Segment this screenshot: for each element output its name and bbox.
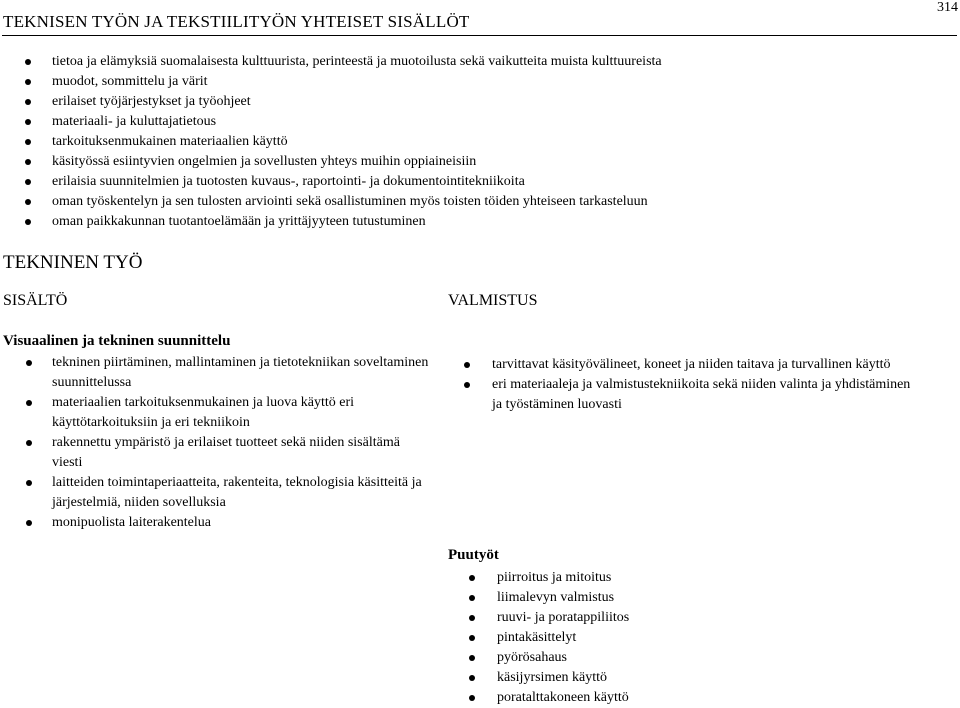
list-item-text: erilaisia suunnitelmien ja tuotosten kuvaus-, raportointi- ja dokumentointitekniikoita — [52, 174, 525, 189]
list-item — [52, 172, 952, 192]
list-item-text: eri materiaaleja ja valmistustekniikoita sekä niiden valinta ja yhdistäminen ja työstäminen luovasti — [492, 377, 911, 412]
list-item-text: käsijyrsimen käyttö — [497, 670, 608, 685]
list-item — [52, 72, 952, 92]
list-item — [497, 668, 797, 688]
bullet-icon — [25, 159, 31, 165]
column-heading-content: SISÄLTÖ — [3, 292, 68, 309]
list-item — [492, 355, 912, 375]
bullet-icon — [469, 695, 475, 701]
header-rule — [2, 35, 957, 36]
bullet-icon — [25, 219, 31, 225]
column-heading-production: VALMISTUS — [448, 292, 538, 309]
list-item — [497, 568, 797, 588]
bullet-icon — [469, 675, 475, 681]
list-item — [497, 688, 797, 708]
bullet-icon — [464, 382, 470, 388]
list-item — [492, 375, 912, 415]
list-item — [52, 353, 432, 393]
bullet-icon — [469, 575, 475, 581]
list-item-text: tarkoituksenmukainen materiaalien käyttö — [52, 134, 288, 149]
list-item-text: tekninen piirtäminen, mallintaminen ja tietotekniikan soveltaminen suunnittelussa — [52, 355, 429, 390]
list-item-text: poratalttakoneen käyttö — [497, 690, 629, 705]
bullet-icon — [469, 595, 475, 601]
bullet-icon — [25, 79, 31, 85]
list-item-text: erilaiset työjärjestykset ja työohjeet — [52, 94, 251, 109]
list-item — [52, 433, 432, 473]
list-item-text: pyörösahaus — [497, 650, 567, 665]
bullet-icon — [25, 199, 31, 205]
list-item-text: monipuolista laiterakentelua — [52, 515, 212, 530]
list-item — [52, 52, 952, 72]
list-item — [497, 608, 797, 628]
bullet-icon — [26, 480, 32, 486]
list-item — [497, 588, 797, 608]
list-item — [52, 212, 952, 232]
page-number: 314 — [937, 0, 958, 15]
list-item — [52, 513, 432, 533]
bullet-icon — [25, 139, 31, 145]
list-item — [52, 132, 952, 152]
list-item-text: rakennettu ympäristö ja erilaiset tuotteet sekä niiden sisältämä viesti — [52, 435, 400, 470]
bullet-icon — [25, 59, 31, 65]
list-item-text: oman paikkakunnan tuotantoelämään ja yrittäjyyteen tutustuminen — [52, 214, 426, 229]
bullet-icon — [26, 440, 32, 446]
bullet-icon — [469, 635, 475, 641]
list-item — [52, 473, 432, 513]
intro-list — [52, 52, 952, 232]
subheading-design: Visuaalinen ja tekninen suunnittelu — [3, 333, 231, 349]
bullet-icon — [26, 400, 32, 406]
section-heading: TEKNINEN TYÖ — [3, 252, 143, 273]
list-item — [497, 628, 797, 648]
list-item — [52, 393, 432, 433]
page-header — [0, 0, 960, 36]
list-item-text: materiaalien tarkoituksenmukainen ja luova käyttö eri käyttötarkoituksiin ja eri tekniikoin — [52, 395, 355, 430]
bullet-icon — [25, 119, 31, 125]
list-item-text: tarvittavat käsityövälineet, koneet ja niiden taitava ja turvallinen käyttö — [492, 357, 891, 372]
list-item-text: laitteiden toimintaperiaatteita, rakenteita, teknologisia käsitteitä ja järjestelmiä, niiden sovelluksia — [52, 475, 422, 510]
list-item-text: piirroitus ja mitoitus — [497, 570, 612, 585]
production-list — [492, 355, 912, 415]
bullet-icon — [469, 615, 475, 621]
woodwork-list — [497, 568, 797, 708]
list-item-text: oman työskentelyn ja sen tulosten arviointi sekä osallistuminen myös toisten töiden yhteiseen tarkasteluun — [52, 194, 648, 209]
list-item — [52, 192, 952, 212]
header-title: TEKNISEN TYÖN JA TEKSTIILITYÖN YHTEISET SISÄLLÖT — [3, 12, 470, 31]
list-item-text: tietoa ja elämyksiä suomalaisesta kulttuurista, perinteestä ja muotoilusta sekä vaikutteita muista kulttuureista — [52, 54, 662, 69]
list-item — [52, 92, 952, 112]
list-item-text: käsityössä esiintyvien ongelmien ja sovellusten yhteys muihin oppiaineisiin — [52, 154, 477, 169]
bullet-icon — [25, 179, 31, 185]
list-item — [52, 152, 952, 172]
content-list — [52, 353, 432, 533]
bullet-icon — [25, 99, 31, 105]
bullet-icon — [26, 360, 32, 366]
bullet-icon — [469, 655, 475, 661]
list-item — [497, 648, 797, 668]
list-item-text: materiaali- ja kuluttajatietous — [52, 114, 217, 129]
subheading-woodwork: Puutyöt — [448, 547, 499, 563]
list-item-text: ruuvi- ja poratappiliitos — [497, 610, 630, 625]
bullet-icon — [26, 520, 32, 526]
list-item-text: pintakäsittelyt — [497, 630, 577, 645]
list-item-text: liimalevyn valmistus — [497, 590, 615, 605]
list-item-text: muodot, sommittelu ja värit — [52, 74, 208, 89]
bullet-icon — [464, 362, 470, 368]
list-item — [52, 112, 952, 132]
